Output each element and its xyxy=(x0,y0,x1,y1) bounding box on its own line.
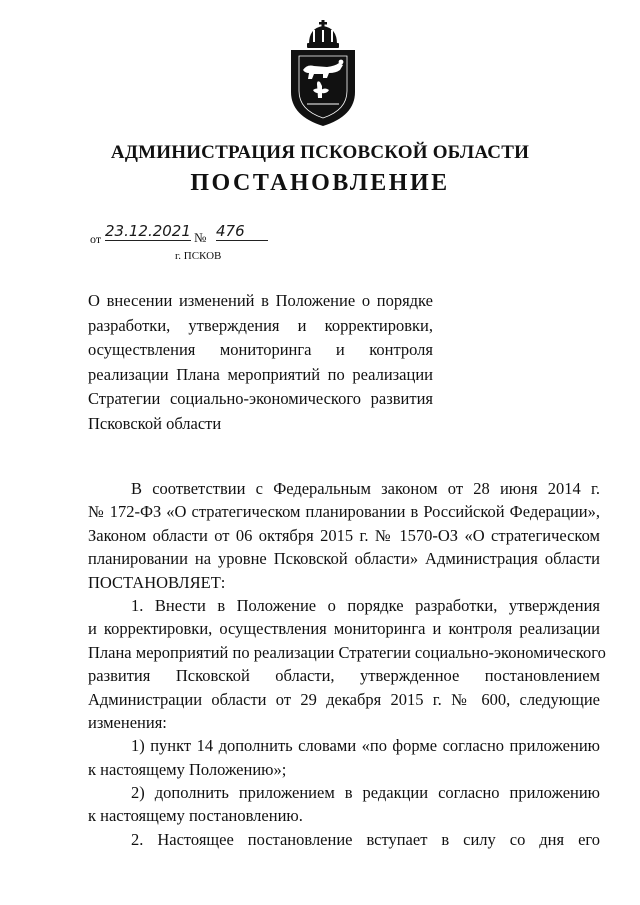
number-prefix: № xyxy=(194,230,207,245)
body-line: изменения: xyxy=(88,712,167,732)
body-line: планировании на уровне Псковской области» Администрация области xyxy=(88,549,600,569)
subject-line: О внесении изменений в Положение о порядке xyxy=(88,291,433,310)
document-type-title: ПОСТАНОВЛЕНИЕ xyxy=(190,170,450,196)
body-line: к настоящему Положению»; xyxy=(88,759,287,779)
document-body xyxy=(88,477,606,851)
body-line: Плана мероприятий по реализации Стратегии социально-экономического xyxy=(88,642,606,662)
body-line: № 172-ФЗ «О стратегическом планировании в Российской Федерации», xyxy=(88,502,600,522)
body-line: развития Псковской области, утвержденное постановлением xyxy=(88,666,600,686)
subject-line: осуществления мониторинга и контроля xyxy=(88,340,433,360)
crown-icon xyxy=(307,20,339,48)
subject-line: разработки, утверждения и корректировки, xyxy=(88,315,433,335)
date-handwritten: 23.12.2021 xyxy=(105,222,191,240)
city-label: г. ПСКОВ xyxy=(175,250,222,262)
body-line: ПОСТАНОВЛЯЕТ: xyxy=(88,572,226,592)
body-line: В соответствии с Федеральным законом от 28 июня 2014 г. xyxy=(131,479,600,498)
body-line: Администрации области от 29 декабря 2015 г. № 600, следующие xyxy=(88,689,600,709)
subject-line: Стратегии социально-экономического развития xyxy=(88,389,433,409)
coat-of-arms-emblem xyxy=(287,20,359,128)
body-line: 2. Настоящее постановление вступает в силу со дня его xyxy=(131,829,600,849)
document-subject xyxy=(88,289,433,437)
body-line: 2) дополнить приложением в редакции согласно приложению xyxy=(131,783,600,803)
body-line: и корректировки, осуществления мониторинга и контроля реализации xyxy=(88,619,600,639)
subject-line: Псковской области xyxy=(88,413,222,433)
body-line: 1. Внести в Положение о порядке разработки, утверждения xyxy=(131,595,600,615)
body-line: 1) пункт 14 дополнить словами «по форме согласно приложению xyxy=(131,736,600,756)
number-handwritten: 476 xyxy=(216,223,268,241)
body-line: к настоящему постановлению. xyxy=(88,806,303,826)
date-prefix: от xyxy=(90,232,102,246)
body-line: Законом области от 06 октября 2015 г. № 1570-ОЗ «О стратегическом xyxy=(88,525,600,545)
organization-title: АДМИНИСТРАЦИЯ ПСКОВСКОЙ ОБЛАСТИ xyxy=(110,142,530,163)
shield-icon xyxy=(291,50,355,126)
subject-line: реализации Плана мероприятий по реализации xyxy=(88,364,433,384)
